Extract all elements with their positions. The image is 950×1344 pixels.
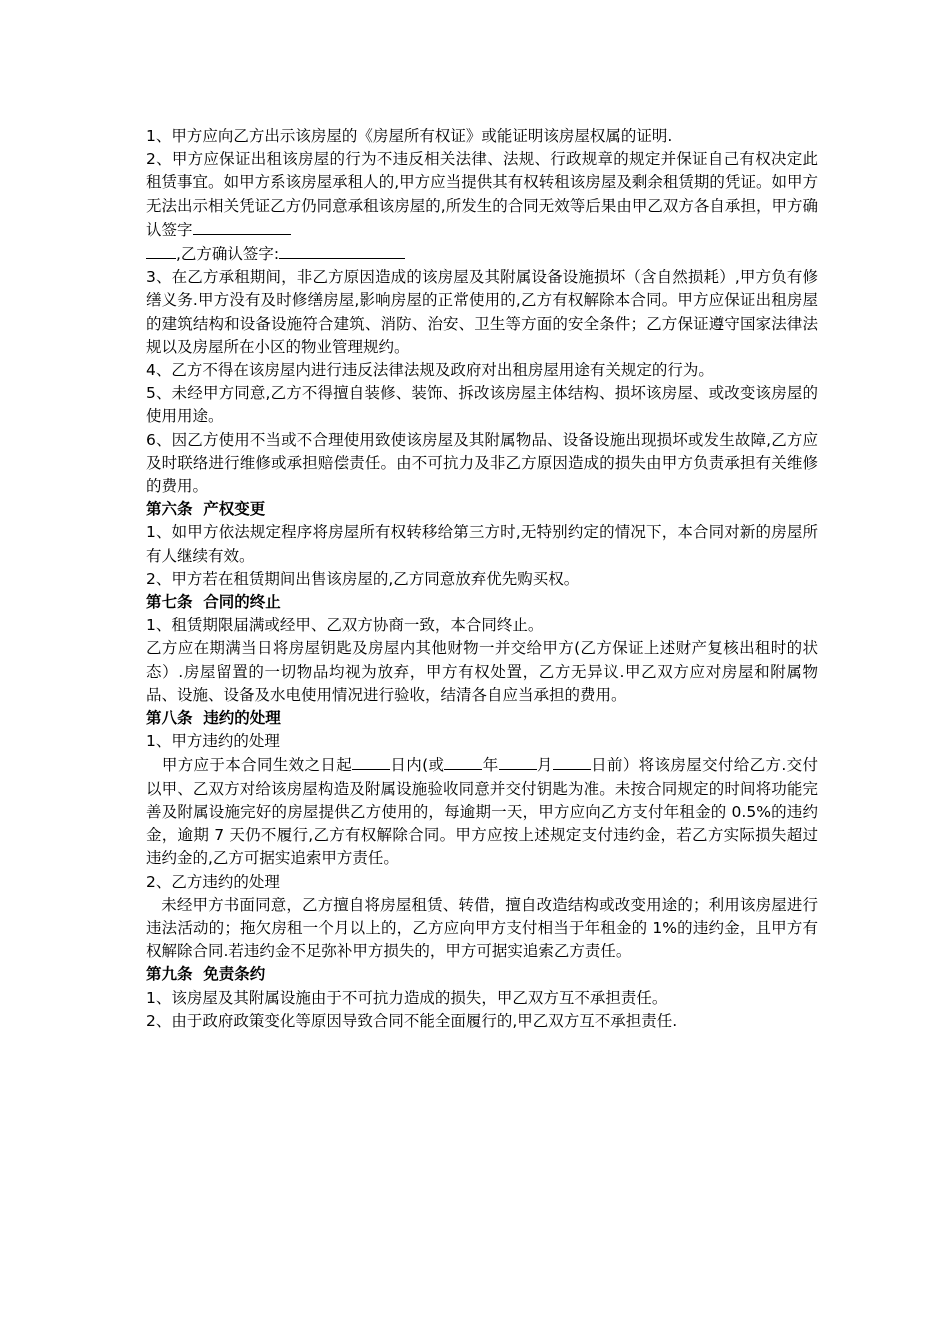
clause-5-item-3: 3、在乙方承租期间，非乙方原因造成的该房屋及其附属设备设施损坏（含自然损耗）,甲方负有修缮义务.甲方没有及时修缮房屋,影响房屋的正常使用的,乙方有权解除本合同。甲方应保证出租房屋的建筑结构和设备设施符合建筑、消防、治安、卫生等方面的安全条件；乙方保证遵守国家法律法规以及房屋所在小区的物业管理规约。: [146, 268, 818, 356]
breach-text-0: 甲方应于本合同生效之日起: [146, 756, 353, 775]
breach-text-4: 日前）将该房屋交付给乙方.交付以甲、乙双方对给该房屋构造及附属设施验收同意并交付钥匙为准。未按合同规定的时间将功能完善及附属设施完好的房屋提供乙方使用的，每逾期一天，甲方应向乙方支付年租金的 0.5%的违约金，逾期 7 天仍不履行,乙方有权解除合同。甲方应按上述规定支付违约金，若乙方实际损失超过违约金的,乙方可据实追索甲方责任。: [146, 756, 818, 868]
clause-7-item-1-detail: 乙方应在期满当日将房屋钥匙及房屋内其他财物一并交给甲方(乙方保证上述财产复核出租时的状态）.房屋留置的一切物品均视为放弃，甲方有权处置，乙方无异议.甲乙双方应对房屋和附属物品、设施、设备及水电使用情况进行验收，结清各自应当承担的费用。: [146, 639, 818, 704]
breach-text-1: 日内(或: [390, 756, 445, 775]
clause-9-item-1: 1、该房屋及其附属设施由于不可抗力造成的损失，甲乙双方互不承担责任。: [146, 988, 668, 1007]
clause-9-heading: 第九条 免责条约: [146, 965, 266, 984]
party-a-signature-blank[interactable]: [193, 218, 291, 235]
clause-7-item-1: 1、租赁期限届满或经甲、乙双方协商一致，本合同终止。: [146, 616, 544, 635]
clause-5-item-5: 5、未经甲方同意,乙方不得擅自装修、装饰、拆改该房屋主体结构、损坏该房屋、或改变该房屋的使用用途。: [146, 384, 818, 426]
clause-5-item-1: 1、甲方应向乙方出示该房屋的《房屋所有权证》或能证明该房屋权属的证明.: [146, 127, 673, 145]
clause-7-heading: 第七条 合同的终止: [146, 593, 281, 612]
document-body: [146, 125, 818, 1033]
party-b-signature-blank[interactable]: [279, 242, 405, 259]
clause-8-subheading-2: 2、乙方违约的处理: [146, 872, 280, 891]
day-blank[interactable]: [553, 753, 591, 770]
clause-6-heading: 第六条 产权变更: [146, 500, 266, 519]
clause-5-item-2: [146, 148, 818, 242]
clause-5-item-2-text: 2、甲方应保证出租该房屋的行为不违反相关法律、法规、行政规章的规定并保证自己有权决定此租赁事宜。如甲方系该房屋承租人的,甲方应当提供其有权转租该房屋及剩余租赁期的凭证。如甲方无法出示相关凭证乙方仍同意承租该房屋的,所发生的合同无效等后果由甲乙双方各自承担，甲方确认签字: [146, 150, 818, 239]
clause-9-item-2: 2、由于政府政策变化等原因导致合同不能全面履行的,甲乙双方互不承担责任.: [146, 1011, 678, 1030]
clause-5-item-2-cont: [146, 242, 818, 266]
month-blank[interactable]: [499, 753, 537, 770]
clause-8-party-a-breach: [146, 753, 818, 870]
clause-8-subheading-1: 1、甲方违约的处理: [146, 732, 280, 751]
party-a-signature-blank-cont[interactable]: [146, 242, 176, 259]
clause-8-party-b-breach: 未经甲方书面同意，乙方擅自将房屋租赁、转借，擅自改造结构或改变用途的；利用该房屋进行违法活动的；拖欠房租一个月以上的，乙方应向甲方支付相当于年租金的 1%的违约金，且甲方有权解除合同.若违约金不足弥补甲方损失的，甲方可据实追索乙方责任。: [146, 895, 819, 961]
clause-6-item-2: 2、甲方若在租赁期间出售该房屋的,乙方同意放弃优先购买权。: [146, 569, 580, 588]
clause-8-heading: 第八条 违约的处理: [146, 709, 281, 728]
party-b-signature-label: ,乙方确认签字:: [176, 245, 280, 264]
breach-text-2: 年: [482, 756, 499, 775]
year-blank[interactable]: [444, 753, 482, 770]
days-blank[interactable]: [352, 753, 390, 770]
breach-text-3: 月: [536, 756, 553, 775]
clause-6-item-1: 1、如甲方依法规定程序将房屋所有权转移给第三方时,无特别约定的情况下，本合同对新的房屋所有人继续有效。: [146, 523, 818, 565]
clause-5-item-6: 6、因乙方使用不当或不合理使用致使该房屋及其附属物品、设备设施出现损坏或发生故障,乙方应及时联络进行维修或承担赔偿责任。由不可抗力及非乙方原因造成的损失由甲方负责承担有关维修的费用。: [146, 430, 818, 496]
clause-5-item-4: 4、乙方不得在该房屋内进行违反法律法规及政府对出租房屋用途有关规定的行为。: [146, 361, 714, 380]
